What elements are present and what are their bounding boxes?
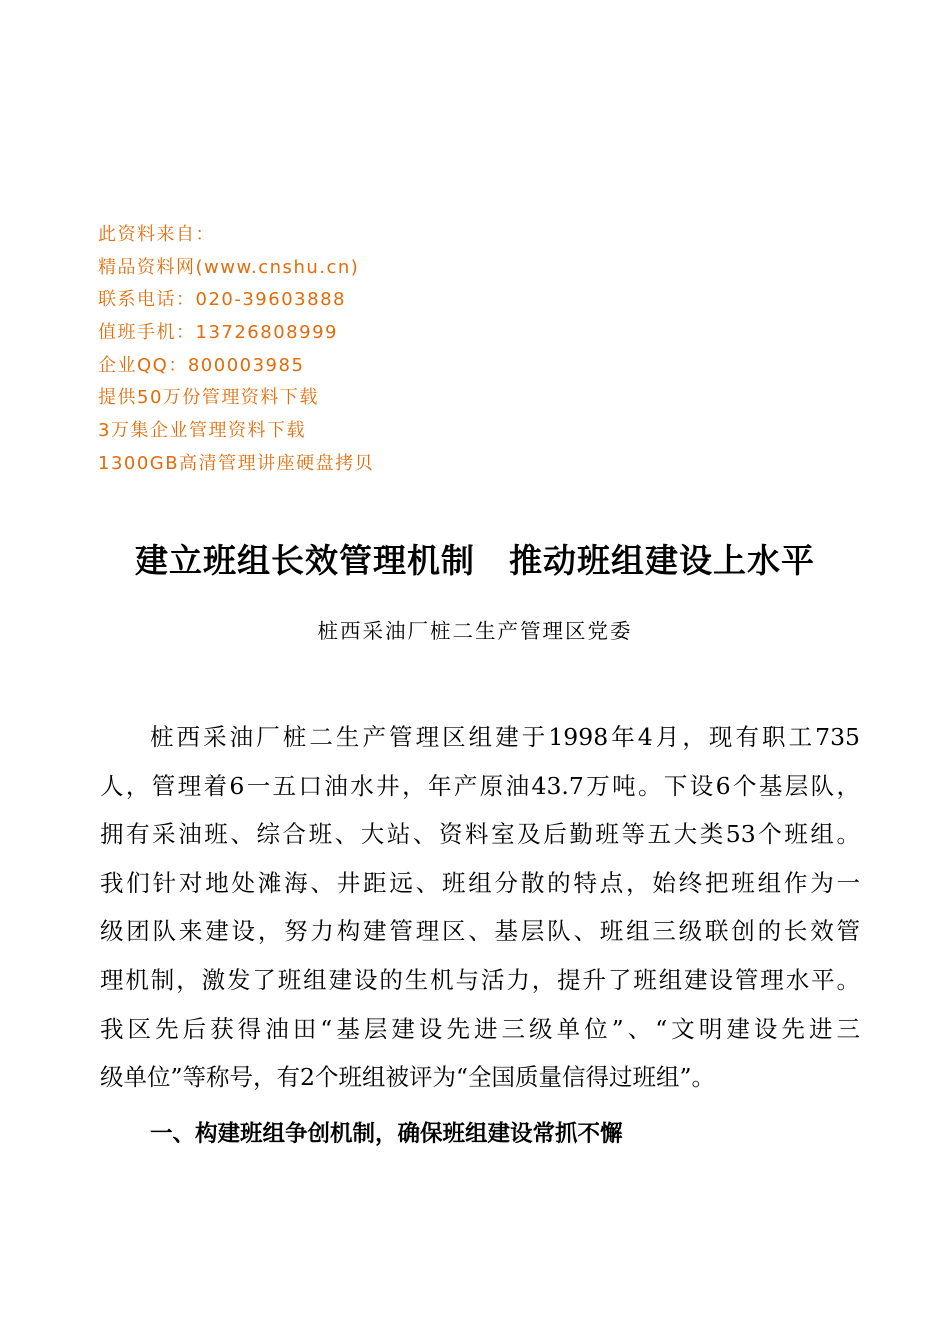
document-title: 建立班组长效管理机制 推动班组建设上水平 <box>135 541 815 580</box>
paragraph-line: 级团队来建设，努力构建管理区、基层队、班组三级联创的长效管 <box>100 917 860 946</box>
source-info-line: 提供50万份管理资料下载 <box>98 387 319 409</box>
paragraph-line: 我们针对地处滩海、井距远、班组分散的特点，始终把班组作为一 <box>100 868 860 897</box>
paragraph-line: 桩西采油厂桩二生产管理区组建于1998年4月，现有职工735 <box>150 723 860 751</box>
paragraph-line: 人，管理着6一五口油水井，年产原油43.7万吨。下设6个基层队， <box>100 771 860 800</box>
source-info-line: 3万集企业管理资料下载 <box>98 420 306 442</box>
source-info-line: 1300GB高清管理讲座硬盘拷贝 <box>98 452 375 474</box>
section-heading: 一、构建班组争创机制，确保班组建设常抓不懈 <box>150 1121 623 1147</box>
source-info-line: 企业QQ：800003985 <box>98 354 305 376</box>
source-info-block <box>98 219 658 481</box>
paragraph-line: 理机制，激发了班组建设的生机与活力，提升了班组建设管理水平。 <box>100 965 860 994</box>
intro-paragraph <box>100 713 860 1102</box>
paragraph-line: 我区先后获得油田“基层建设先进三级单位”、“文明建设先进三 <box>100 1014 860 1043</box>
source-info-line: 值班手机：13726808999 <box>98 322 338 344</box>
paragraph-line: 拥有采油班、综合班、大站、资料室及后勤班等五大类53个班组。 <box>100 820 860 849</box>
source-info-line: 此资料来自： <box>98 224 215 245</box>
paragraph-line: 级单位”等称号，有2个班组被评为“全国质量信得过班组”。 <box>100 1063 715 1092</box>
document-author: 桩西采油厂桩二生产管理区党委 <box>317 619 633 643</box>
source-info-line: 精品资料网(www.cnshu.cn) <box>98 256 360 278</box>
source-info-line: 联系电话：020-39603888 <box>98 289 346 311</box>
